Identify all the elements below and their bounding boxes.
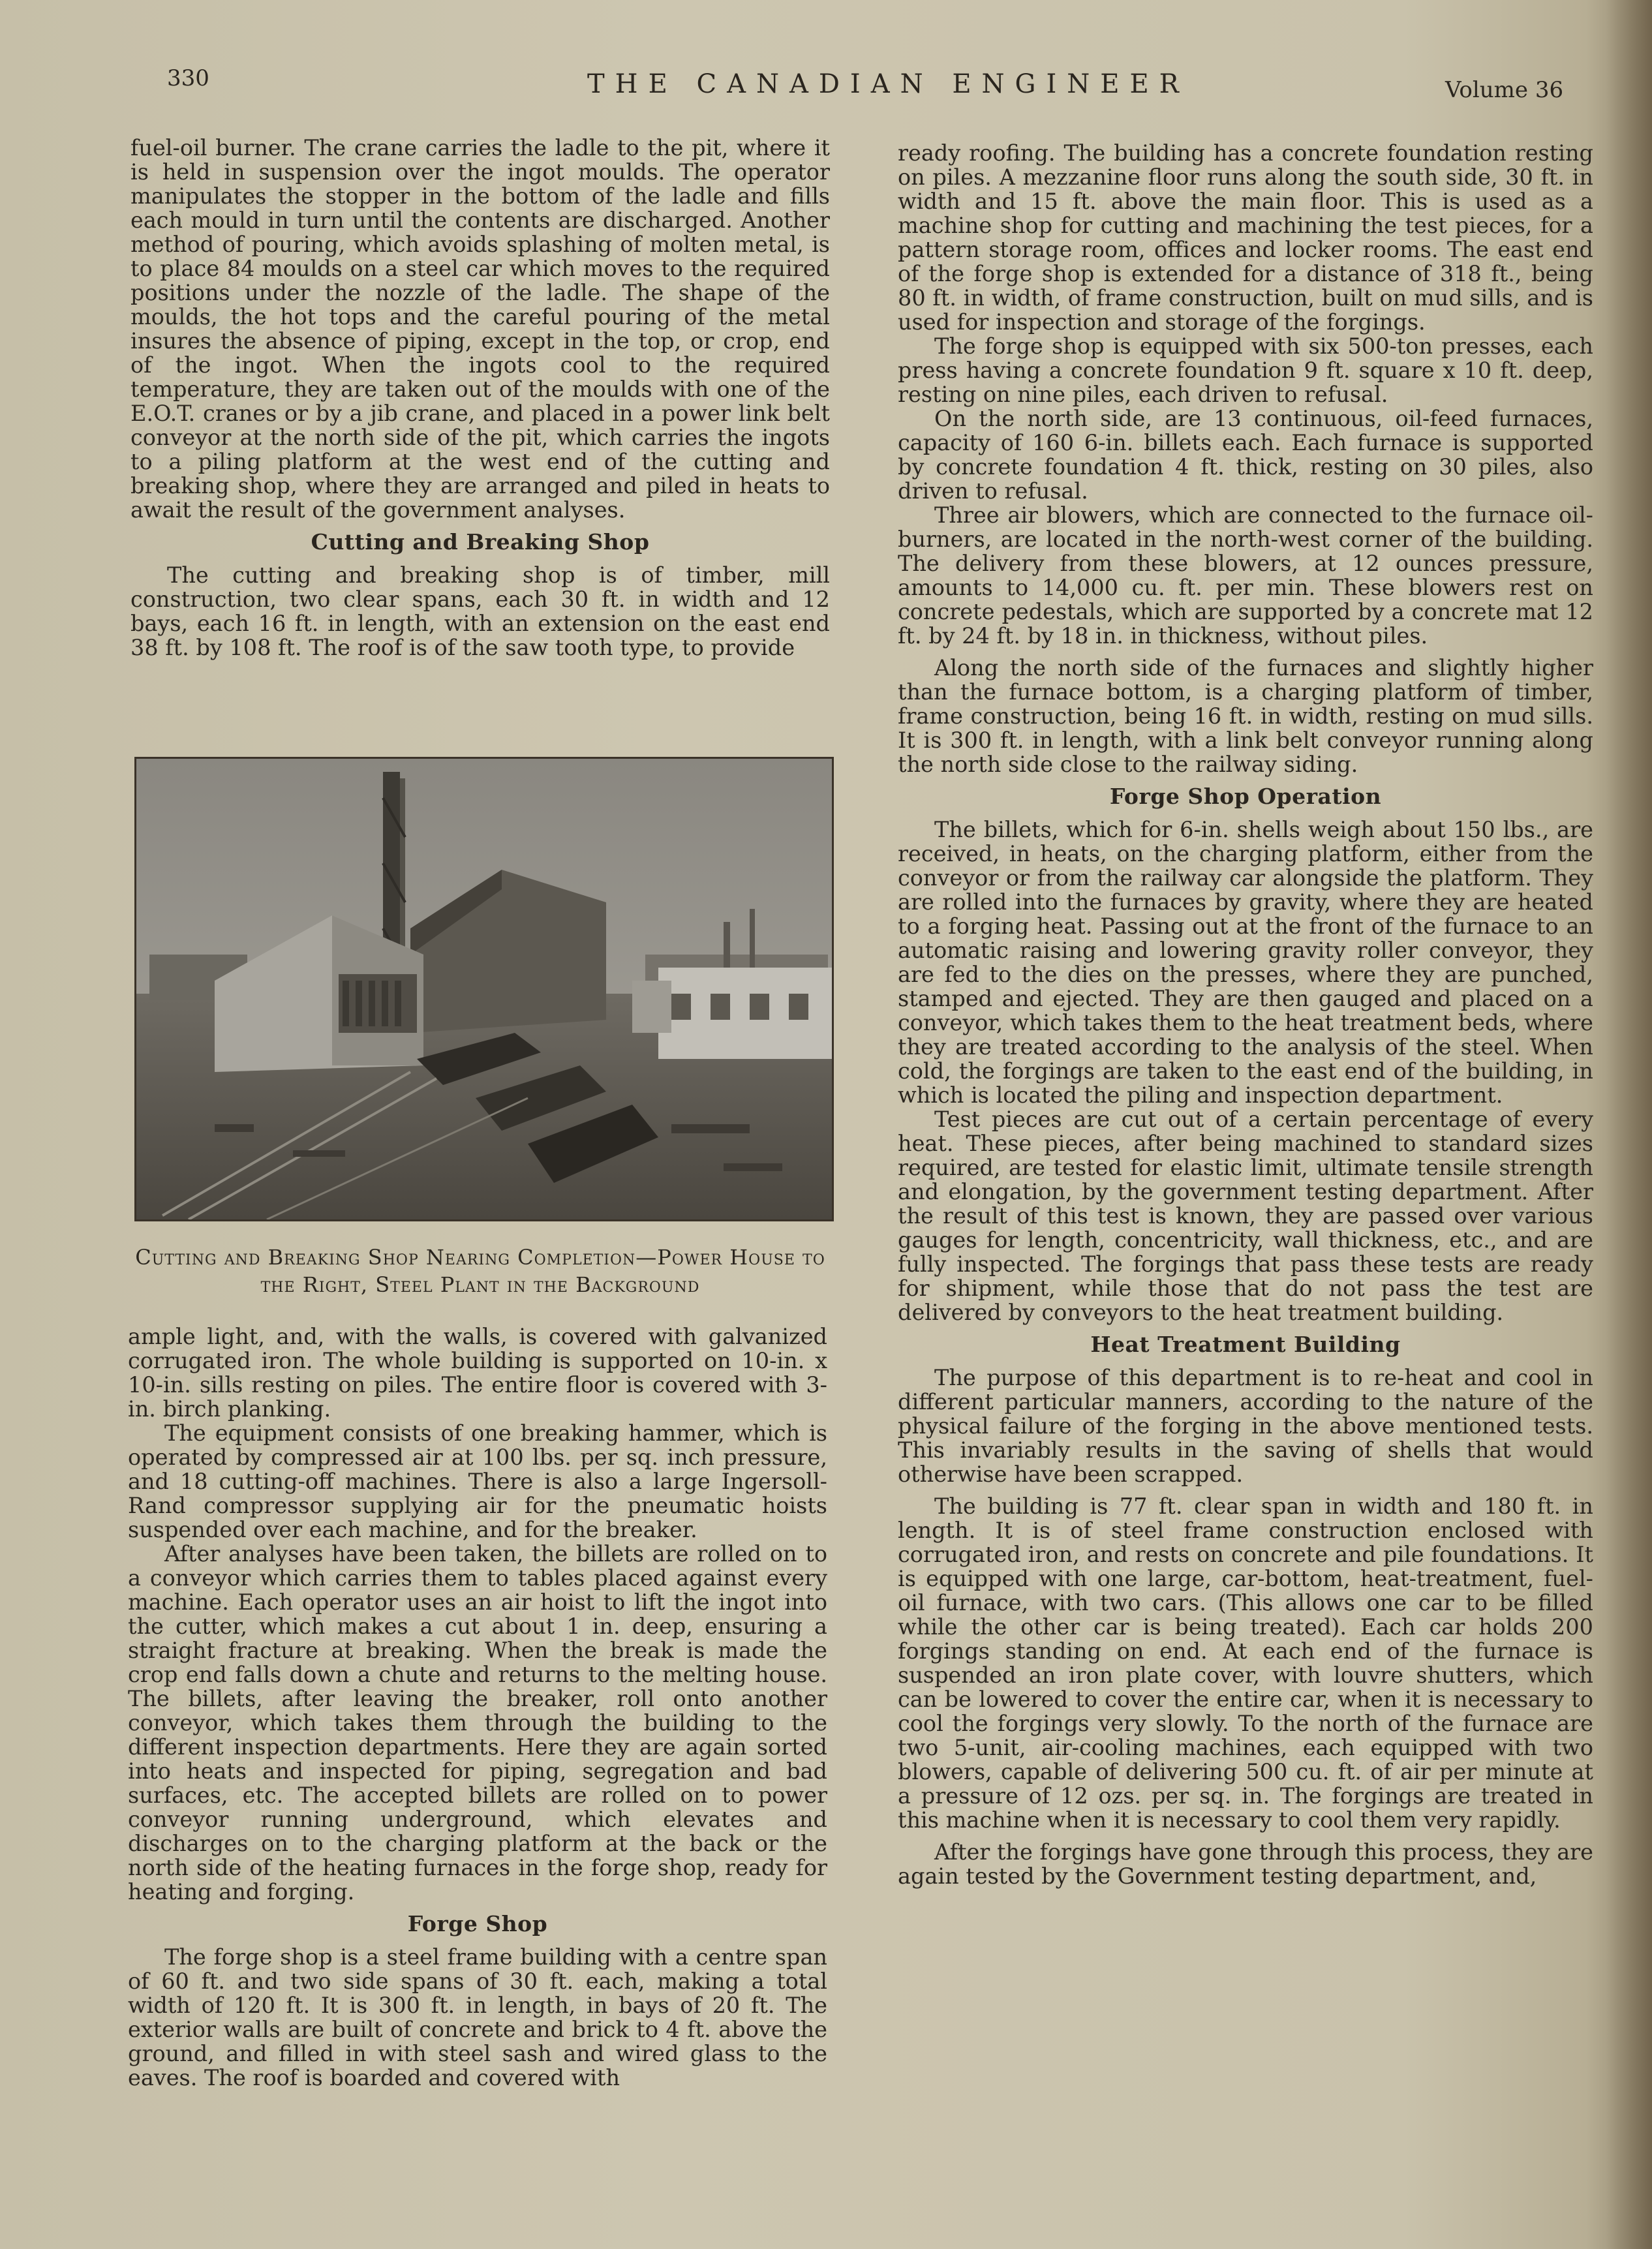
left-column-bottom <box>128 1324 827 2090</box>
paragraph: The forge shop is equipped with six 500-ton presses, each press having a concrete foundation 9 ft. square x 10 ft. deep, resting on nine piles, each driven to refusal. <box>898 333 1593 407</box>
left-column-top <box>130 136 830 660</box>
paragraph: After analyses have been taken, the billets are rolled on to a conveyor which carries them to tables placed against every machine. Each operator uses an air hoist to lift the ingot into the cutter, which makes a cut about 1 in. deep, ensuring a straight fracture at breaking. When the break is made the crop end falls down a chute and returns to the melting house. The billets, after leaving the breaker, roll onto another conveyor, which takes them through the building to the different inspection departments. Here they are again sorted into heats and inspected for piping, segregation and bad surfaces, etc. The accepted billets are rolled on to power conveyor running underground, which elevates and discharges on to the charging platform at the back or the north side of the heating furnaces in the forge shop, ready for heating and forging. <box>128 1541 827 1905</box>
journal-title: THE CANADIAN ENGINEER <box>587 69 1189 99</box>
paragraph: On the north side, are 13 continuous, oil-feed furnaces, capacity of 160 6-in. billets each. Each furnace is supported by concrete foundation 4 ft. thick, resting on 30 piles, also driven to refusal. <box>898 406 1593 504</box>
running-header <box>0 65 1652 104</box>
paragraph: After the forgings have gone through this process, they are again tested by the Government testing department, and, <box>898 1839 1593 1889</box>
section-heading-forge: Forge Shop <box>407 1911 548 1936</box>
paragraph: The building is 77 ft. clear span in width and 180 ft. in length. It is of steel frame construction enclosed with corrugated iron, and rests on concrete and pile foundations. It is equipped with one large, car-bottom, heat-treatment, fuel-oil furnace, with two cars. (This allows one car to be filled while the other car is being treated). Each car holds 200 forgings standing on end. At each end of the furnace is suspended an iron plate cover, with louvre shutters, which can be lowered to cover the entire car, when it is necessary to cool the forgings very slowly. To the north of the furnace are two 5-unit, air-cooling machines, each equipped with two blowers, capable of delivering 500 cu. ft. of air per minute at a pressure of 12 ozs. per sq. in. The forgings are treated in this machine when it is necessary to cool them very rapidly. <box>898 1493 1593 1833</box>
page-number: 330 <box>167 65 209 91</box>
paragraph: ready roofing. The building has a concrete foundation resting on piles. A mezzanine floor runs along the south side, 30 ft. in width and 15 ft. above the main floor. This is used as a machine shop for cutting and machining the test pieces, for a pattern storage room, offices and locker rooms. The east end of the forge shop is extended for a distance of 318 ft., being 80 ft. in width, of frame construction, built on mud sills, and is used for inspection and storage of the forgings. <box>898 140 1593 335</box>
page-edge-shadow <box>1606 0 1652 2249</box>
figure-photo <box>134 757 834 1221</box>
paragraph: The equipment consists of one breaking hammer, which is operated by compressed air at 100 lbs. per sq. inch pressure, and 18 cutting-off machines. There is also a large Ingersoll-Rand compressor supplying air for the pneumatic hoists suspended over each machine, and for the breaker. <box>128 1420 827 1542</box>
paragraph: Along the north side of the furnaces and slightly higher than the furnace bottom, is a charging platform of timber, frame construction, being 16 ft. in width, resting on mud sills. It is 300 ft. in length, with a link belt conveyor running along the north side close to the railway siding. <box>898 655 1593 777</box>
section-heading-forge-operation: Forge Shop Operation <box>1109 784 1382 809</box>
paragraph: The billets, which for 6-in. shells weigh about 150 lbs., are received, in heats, on the charging platform, either from the conveyor or from the railway car alongside the platform. They are rolled into the furnaces by gravity, where they are heated to a forging heat. Passing out at the front of the furnace to an automatic raising and lowering gravity roller conveyor, they are fed to the dies on the presses, where they are punched, stamped and ejected. They are then gauged and placed on a conveyor, which takes them to the heat treatment beds, where they are treated according to the analysis of the steel. When cold, the forgings are taken to the east end of the building, in which is located the piling and inspection department. <box>898 817 1593 1108</box>
paragraph: Three air blowers, which are connected to the furnace oil-burners, are located in the north-west corner of the building. The delivery from these blowers, at 12 ounces pressure, amounts to 14,000 cu. ft. per min. These blowers rest on concrete pedestals, which are supported by a concrete mat 12 ft. by 24 ft. by 18 in. in thickness, without piles. <box>898 502 1593 649</box>
paragraph: ample light, and, with the walls, is covered with galvanized corrugated iron. The whole building is supported on 10-in. x 10-in. sills resting on piles. The entire floor is covered with 3-in. birch planking. <box>128 1324 827 1422</box>
figure-caption: Cutting and Breaking Shop Nearing Completion—Power House to the Right, Steel Plant in the Background <box>135 1245 825 1297</box>
paragraph: The purpose of this department is to re-heat and cool in different particular manners, according to the nature of the physical failure of the forging in the above mentioned tests. This invariably results in the saving of shells that would otherwise have been scrapped. <box>898 1365 1593 1487</box>
section-heading-cutting: Cutting and Breaking Shop <box>311 529 650 555</box>
volume-label: Volume 36 <box>1445 77 1564 103</box>
photo-illustration <box>136 759 832 1219</box>
paragraph: fuel-oil burner. The crane carries the ladle to the pit, where it is held in suspension over the ingot moulds. The operator manipulates the stopper in the bottom of the ladle and fills each mould in turn until the contents are discharged. Another method of pouring, which avoids splashing of molten metal, is to place 84 moulds on a steel car which moves to the required positions under the nozzle of the ladle. The shape of the moulds, the hot tops and the careful pouring of the metal insures the absence of piping, except in the top, or crop, end of the ingot. When the ingots cool to the required temperature, they are taken out of the moulds with one of the E.O.T. cranes or by a jib crane, and placed in a power link belt conveyor at the north side of the pit, which carries the ingots to a piling platform at the west end of the cutting and breaking shop, where they are arranged and piled in heats to await the result of the government analyses. <box>130 135 830 523</box>
section-heading-heat-treatment: Heat Treatment Building <box>1090 1332 1401 1357</box>
right-column <box>898 141 1593 1888</box>
paragraph: The cutting and breaking shop is of timber, mill construction, two clear spans, each 30 ft. in width and 12 bays, each 16 ft. in length, with an extension on the east end 38 ft. by 108 ft. The roof is of the saw tooth type, to provide <box>130 562 830 660</box>
paragraph: Test pieces are cut out of a certain percentage of every heat. These pieces, after being machined to standard sizes required, are tested for elastic limit, ultimate tensile strength and elongation, by the government testing department. After the result of this test is known, they are passed over various gauges for length, concentricity, wall thickness, etc., and are fully inspected. The forgings that pass these tests are ready for shipment, while those that do not pass the test are delivered by conveyors to the heat treatment building. <box>898 1107 1593 1325</box>
paragraph: The forge shop is a steel frame building with a centre span of 60 ft. and two side spans of 30 ft. each, making a total width of 120 ft. It is 300 ft. in length, in bays of 20 ft. The exterior walls are built of concrete and brick to 4 ft. above the ground, and filled in with steel sash and wired glass to the eaves. The roof is boarded and covered with <box>128 1944 827 2090</box>
